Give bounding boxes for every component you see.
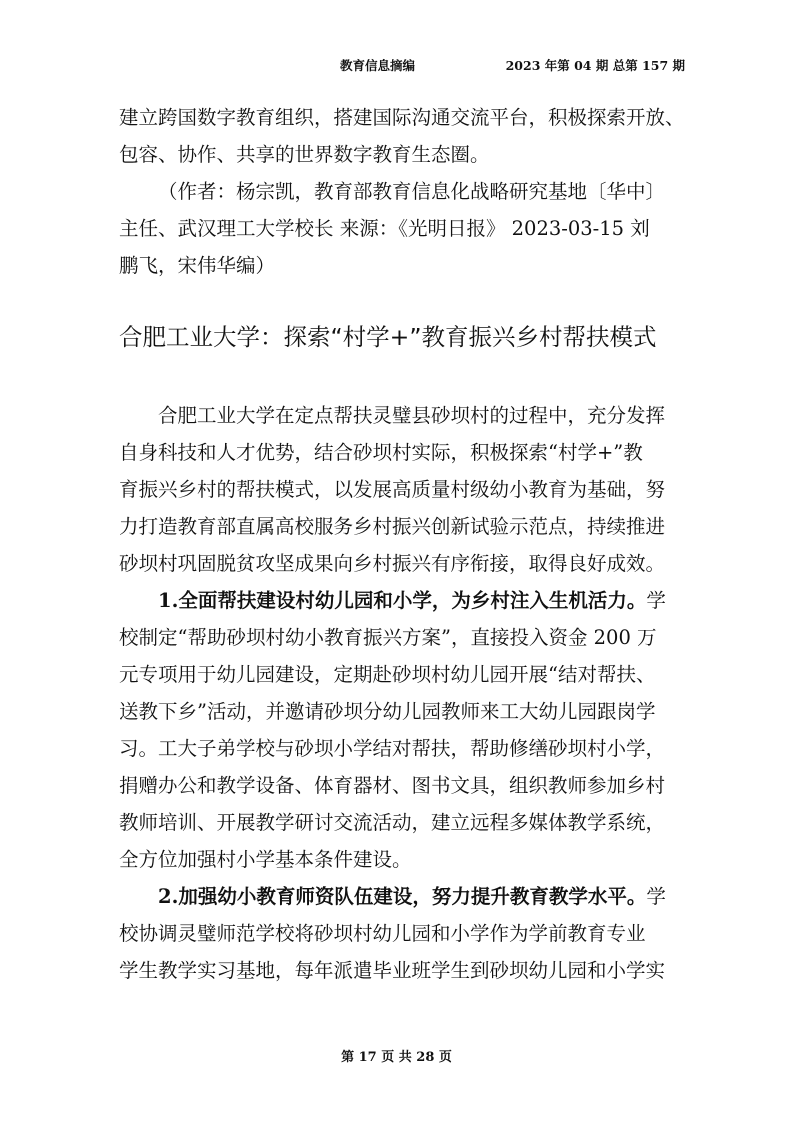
text-fragment: 学 [646, 885, 666, 908]
text-line: 教师培训、开展教学研讨交流活动，建立远程多媒体教学系统， [119, 811, 666, 834]
page-number: 第 17 页 共 28 页 [341, 1050, 452, 1065]
issue-info: 2023 年第 04 期 总第 157 期 [505, 58, 685, 73]
text-line: 校制定“帮助砂坝村幼小教育振兴方案”，直接投入资金 200 万 [119, 626, 657, 649]
text-line: 力打造教育部直属高校服务乡村振兴创新试验示范点，持续推进 [119, 515, 666, 538]
article-title: 合肥工业大学：探索“村学+”教育振兴乡村帮扶模式 [119, 323, 657, 351]
text-line: （作者：杨宗凯，教育部教育信息化战略研究基地〔华中〕 [158, 180, 666, 203]
text-line: 元专项用于幼儿园建设，定期赴砂坝村幼儿园开展“结对帮扶、 [119, 663, 656, 686]
text-fragment: 学 [646, 589, 666, 612]
publication-name: 教育信息摘编 [340, 58, 416, 73]
text-line: 全方位加强村小学基本条件建设。 [119, 848, 412, 871]
attribution-block-continued [119, 210, 679, 284]
article-intro [119, 397, 679, 582]
text-line: 砂坝村巩固脱贫攻坚成果向乡村振兴有序衔接，取得良好成效。 [119, 552, 666, 575]
running-header [340, 56, 685, 74]
attribution-block [158, 173, 683, 210]
text-line: 合肥工业大学在定点帮扶灵璧县砂坝村的过程中，充分发挥 [158, 404, 666, 427]
text-line: 自身科技和人才优势，结合砂坝村实际，积极探索“村学+”教 [119, 441, 643, 464]
text-line: 学生教学实习基地，每年派遣毕业班学生到砂坝幼儿园和小学实 [119, 959, 666, 982]
text-line: 主任、武汉理工大学校长 来源：《光明日报》 2023-03-15 刘 [119, 217, 650, 240]
section-1-first-line [119, 582, 679, 619]
text-line: 鹏飞，宋伟华编） [119, 254, 276, 277]
section-2 [119, 878, 679, 989]
section-2-first-line [119, 878, 679, 915]
section-1-heading: 1.全面帮扶建设村幼儿园和小学，为乡村注入生机活力。 [158, 589, 647, 612]
text-line: 育振兴乡村的帮扶模式，以发展高质量村级幼小教育为基础，努 [119, 478, 666, 501]
text-line: 建立跨国数字教育组织，搭建国际沟通交流平台，积极探索开放、 [119, 106, 685, 129]
text-line: 校协调灵璧师范学校将砂坝村幼儿园和小学作为学前教育专业 [119, 922, 646, 945]
text-line: 包容、协作、共享的世界数字教育生态圈。 [119, 143, 490, 166]
text-line: 捐赠办公和教学设备、体育器材、图书文具，组织教师参加乡村 [119, 774, 666, 797]
section-2-heading: 2.加强幼小教育师资队伍建设，努力提升教育教学水平。 [158, 885, 647, 908]
text-line: 习。工大子弟学校与砂坝小学结对帮扶，帮助修缮砂坝村小学， [119, 737, 666, 760]
text-line: 送教下乡”活动，并邀请砂坝分幼儿园教师来工大幼儿园跟岗学 [119, 700, 656, 723]
continuation-paragraph [119, 99, 685, 173]
section-1 [119, 582, 679, 878]
